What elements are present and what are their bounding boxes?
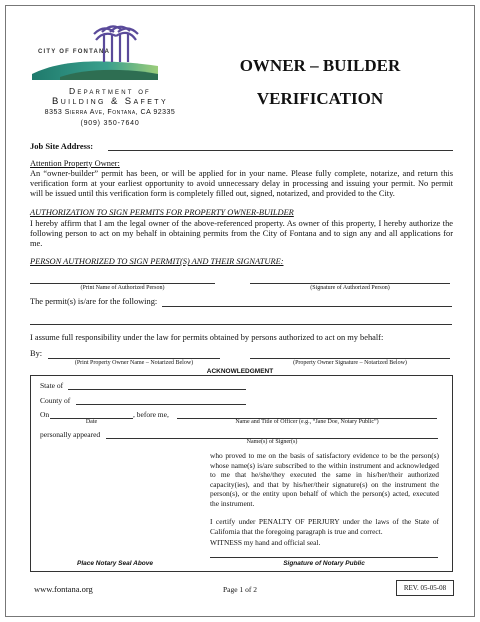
authorized-name-field[interactable] bbox=[30, 283, 215, 284]
owner-name-caption: (Print Property Owner Name – Notarized Below) bbox=[74, 360, 194, 366]
page-number: Page 1 of 2 bbox=[223, 585, 257, 594]
personally-appeared-label: personally appeared bbox=[40, 430, 101, 439]
notary-signature-caption: Signature of Notary Public bbox=[283, 560, 365, 567]
perjury-text: I certify under PENALTY OF PERJURY under the laws of the State of California that the foregoing paragraph is true and correct. bbox=[210, 517, 439, 536]
permits-field-2[interactable] bbox=[30, 324, 452, 325]
seal-caption: Place Notary Seal Above bbox=[77, 560, 153, 567]
owner-signature-field[interactable] bbox=[250, 358, 450, 359]
authorization-heading: AUTHORIZATION TO SIGN PERMITS FOR PROPERTY OWNER-BUILDER bbox=[30, 208, 294, 217]
logo-text: CITY OF FONTANA bbox=[38, 49, 111, 55]
dept-line2: Building & Safety bbox=[51, 96, 169, 107]
owner-name-field[interactable] bbox=[48, 358, 220, 359]
website-link[interactable]: www.fontana.org bbox=[34, 584, 93, 594]
proved-text: who proved to me on the basis of satisfactory evidence to be the person(s) whose name(s) is/are subscribed to the within instrument and acknowledged to me that he/she/they executed the same in his/her/their authorized capacity(ies), and that by his/her/their signature(s) on the instrument the person(s), or the entity upon behalf of which the person(s) acted, executed the instrument. bbox=[210, 451, 439, 508]
attention-body: An “owner-builder” permit has been, or will be applied for in your name. Please fully complete, notarize, and return this verification form at your earliest opportunity to avoid unnecessary delay in processing and issuing your permit. No permit will be issued until this verification form is completely filled out, signed, notarized, and provided to the City. bbox=[30, 169, 453, 199]
authorized-name-caption: (Print Name of Authorized Person) bbox=[80, 285, 165, 291]
person-authorized-heading: PERSON AUTHORIZED TO SIGN PERMIT(S) AND THEIR SIGNATURE: bbox=[30, 257, 284, 266]
dept-phone: (909) 350-7640 bbox=[80, 120, 140, 127]
job-site-field[interactable] bbox=[108, 150, 453, 151]
state-label: State of bbox=[40, 381, 64, 390]
authorized-signature-field[interactable] bbox=[250, 283, 450, 284]
by-label: By: bbox=[30, 349, 43, 358]
officer-caption: Name and Title of Officer (e.g., “Jane Doe, Notary Public”) bbox=[235, 419, 379, 425]
county-field[interactable] bbox=[76, 404, 246, 405]
acknowledgment-heading: ACKNOWLEDGMENT bbox=[206, 368, 274, 375]
authorized-signature-caption: (Signature of Authorized Person) bbox=[310, 285, 390, 291]
form-title-line1: OWNER – BUILDER bbox=[239, 56, 401, 75]
before-me-label: , before me, bbox=[133, 410, 169, 419]
state-field[interactable] bbox=[68, 389, 246, 390]
signers-caption: Name(s) of Signer(s) bbox=[246, 439, 298, 445]
revision-box: REV. 05-05-08 bbox=[396, 580, 454, 596]
notary-signature-field[interactable] bbox=[210, 557, 438, 558]
permits-field-1[interactable] bbox=[162, 306, 452, 307]
permits-label: The permit(s) is/are for the following: bbox=[30, 297, 158, 306]
authorization-body: I hereby affirm that I am the legal owner of the above-referenced property. As owner of this property, I hereby authorize the following person to act on my behalf in obtaining permits from the City of Fontana and to sign any and all applications for me. bbox=[30, 219, 453, 249]
form-title-line2: VERIFICATION bbox=[256, 89, 384, 108]
date-caption: Date bbox=[85, 419, 98, 425]
dept-address: 8353 Sierra Ave, Fontana, CA 92335 bbox=[44, 109, 176, 116]
dept-line1: Department of bbox=[69, 86, 151, 96]
responsibility-text: I assume full responsibility under the law for permits obtained by persons authorized to act on my behalf: bbox=[30, 333, 384, 342]
on-label: On bbox=[40, 410, 50, 419]
owner-signature-caption: (Property Owner Signature – Notarized Below) bbox=[293, 360, 407, 366]
witness-text: WITNESS my hand and official seal. bbox=[210, 538, 321, 547]
county-label: County of bbox=[40, 396, 71, 405]
job-site-label: Job Site Address: bbox=[30, 141, 94, 151]
attention-heading: Attention Property Owner: bbox=[30, 159, 120, 168]
